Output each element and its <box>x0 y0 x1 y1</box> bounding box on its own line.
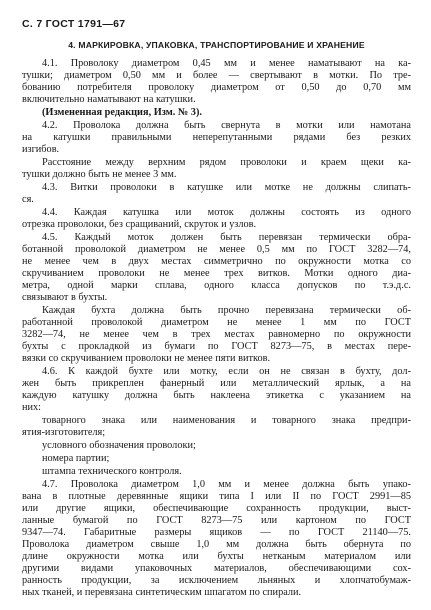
text-line: связывают в бухты. <box>22 292 108 303</box>
text-line: другими видами упаковочных материалов, обеспечивающими сох- <box>22 563 411 574</box>
text-line: ятия-изготовителя; <box>22 427 106 438</box>
paragraph <box>22 232 411 304</box>
paragraph <box>22 107 411 119</box>
text-line: жен быть прикреплен фанерный или металлический ярлык, а на <box>22 378 411 389</box>
paragraph <box>22 466 411 478</box>
text-line: товарного знака или наименования и товарного знака предпри- <box>42 415 411 426</box>
text-line: 9347—74. Габаритные размеры ящиков — по ГОСТ 21140—75. <box>22 527 411 538</box>
paragraph <box>22 305 411 365</box>
paragraph <box>22 207 411 231</box>
text-line: штампа технического контроля. <box>42 466 182 477</box>
section-title: 4. МАРКИРОВКА, УПАКОВКА, ТРАНСПОРТИРОВАНИЕ И ХРАНЕНИЕ <box>68 40 365 50</box>
text-line: (Измененная редакция, Изм. № 3). <box>42 107 202 118</box>
page-header: С. 7 ГОСТ 1791—67 <box>22 18 126 30</box>
text-line: бухты с прокладкой из бумаги по ГОСТ 8273—75, в местах пере- <box>22 341 411 352</box>
text-line: 4.7. Проволока диаметром 1,0 мм и менее должна быть упако- <box>42 479 411 490</box>
text-line: 4.4. Каждая катушка или моток должны состоять из одного <box>42 207 411 218</box>
paragraph <box>22 440 411 452</box>
paragraph <box>22 415 411 439</box>
text-line: вязки со скручиванием проволоки не менее пяти витков. <box>22 353 271 364</box>
text-line: не менее чем в двух местах симметрично по окружности мотка со <box>22 256 411 267</box>
text-line: ранность продукции, за исключением льняных и хлопчатобумаж- <box>22 575 411 586</box>
text-line: изгибов. <box>22 144 60 155</box>
paragraph <box>22 157 411 181</box>
text-line: 4.1. Проволоку диаметром 0,45 мм и менее наматывают на ка- <box>42 58 411 69</box>
text-line: работанной проволокой диаметром не менее 1 мм по ГОСТ <box>22 317 411 328</box>
paragraph <box>22 182 411 206</box>
text-line: 3282—74, не менее чем в трех местах равномерно по окружности <box>22 329 411 340</box>
text-line: скручиванием проволоки не менее трех витков. Мотки одного диа- <box>22 268 411 279</box>
text-line: ботанной проволокой диаметром не менее 0,5 мм по ГОСТ 3282—74, <box>22 244 411 255</box>
text-line: тушки; диаметром 0,50 мм и более — свертывают в мотки. По тре- <box>22 70 411 81</box>
text-line: ланные бумагой по ГОСТ 8273—75 или картоном по ГОСТ <box>22 515 411 526</box>
text-line: 4.3. Витки проволоки в катушке или мотке не должны слипать- <box>42 182 411 193</box>
text-line: метра, одной марки сплава, одного класса допусков по т.э.д.с. <box>22 280 411 291</box>
text-line: каждую катушку должна быть наклеена этикетка с указанием на <box>22 390 411 401</box>
text-line: ных тканей, и перевязана синтетическим шпагатом по спирали. <box>22 587 302 598</box>
text-line: 4.5. Каждый моток должен быть перевязан термически обра- <box>42 232 411 243</box>
paragraph <box>22 366 411 414</box>
paragraph <box>22 120 411 156</box>
text-line: ся. <box>22 194 34 205</box>
document-body <box>22 58 411 599</box>
text-line: Каждая бухта должна быть прочно перевязана термически об- <box>42 305 411 316</box>
text-line: на катушки правильными неперепутанными рядами без резких <box>22 132 411 143</box>
text-line: или другие ящики, обеспечивающие сохранность продукции, выст- <box>22 503 411 514</box>
paragraph <box>22 453 411 465</box>
text-line: номера партии; <box>42 453 110 464</box>
text-line: Расстояние между верхним рядом проволоки и краем щеки ка- <box>42 157 411 168</box>
text-line: отрезка проволоки, без сращиваний, скруток и узлов. <box>22 219 257 230</box>
paragraph <box>22 479 411 599</box>
text-line: 4.6. К каждой бухте или мотку, если он не связан в бухту, дол- <box>42 366 411 377</box>
text-line: Проволока диаметром свыше 1,0 мм должна быть обернута по <box>22 539 411 550</box>
text-line: условного обозначения проволоки; <box>42 440 196 451</box>
text-line: них: <box>22 402 42 413</box>
text-line: вана в плотные деревянные ящики типа I или II по ГОСТ 2991—85 <box>22 491 411 502</box>
text-line: бованию потребителя проволоку диаметром от 0,50 до 0,70 мм <box>22 82 411 93</box>
paragraph <box>22 58 411 106</box>
text-line: включительно наматывают на катушки. <box>22 94 196 105</box>
text-line: длине окружности мотка или бухты нетканым материалом или <box>22 551 411 562</box>
text-line: 4.2. Проволока должна быть свернута в мотки или намотана <box>42 120 411 131</box>
text-line: тушки должно быть не менее 3 мм. <box>22 169 177 180</box>
